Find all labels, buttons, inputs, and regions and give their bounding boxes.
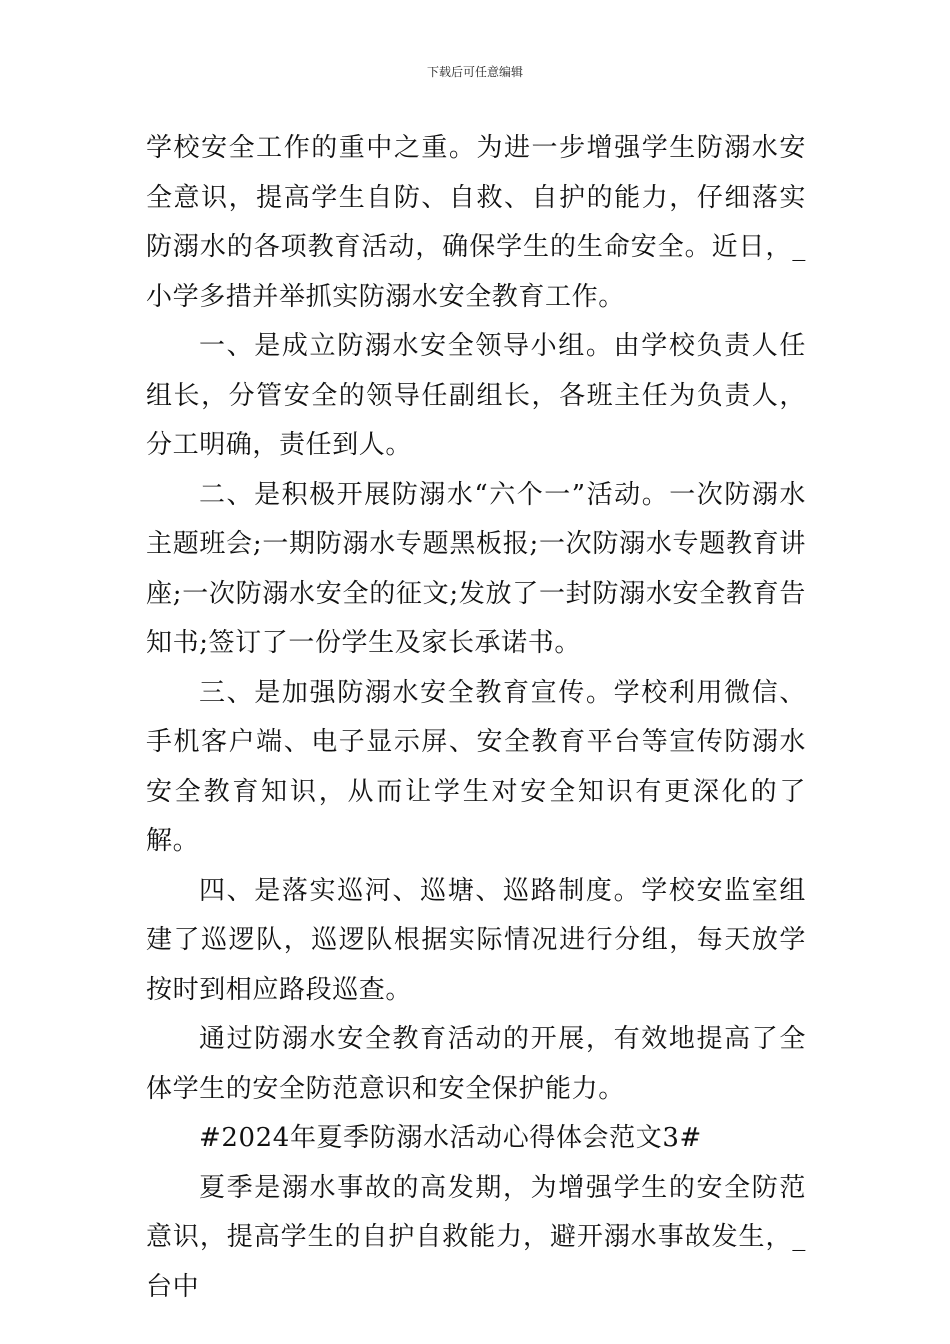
paragraph-next-section: 夏季是溺水事故的高发期，为增强学生的安全防范意识，提高学生的自护自救能力，避开溺水事故发生，_台中 [146, 1172, 806, 1302]
section-title: #2024年夏季防溺水活动心得体会范文3# [199, 1123, 702, 1153]
document-body [146, 124, 806, 1312]
paragraph-point-3: 三、是加强防溺水安全教育宣传。学校利用微信、手机客户端、电子显示屏、安全教育平台等宣传防溺水安全教育知识，从而让学生对安全知识有更深化的了解。 [146, 677, 806, 856]
paragraph-conclusion: 通过防溺水安全教育活动的开展，有效地提高了全体学生的安全防范意识和安全保护能力。 [146, 1024, 806, 1104]
paragraph-point-4: 四、是落实巡河、巡塘、巡路制度。学校安监室组建了巡逻队，巡逻队根据实际情况进行分组，每天放学按时到相应路段巡查。 [146, 875, 806, 1005]
paragraph-point-1: 一、是成立防溺水安全领导小组。由学校负责人任组长，分管安全的领导任副组长，各班主任为负责人，分工明确，责任到人。 [146, 331, 806, 460]
page-header: 下载后可任意编辑 [426, 65, 523, 79]
paragraph-intro: 学校安全工作的重中之重。为进一步增强学生防溺水安全意识，提高学生自防、自救、自护的能力，仔细落实防溺水的各项教育活动，确保学生的生命安全。近日，_小学多措并举抓实防溺水安全教育工作。 [146, 133, 806, 312]
paragraph-point-2: 二、是积极开展防溺水“六个一”活动。一次防溺水主题班会;一期防溺水专题黑板报;一次防溺水专题教育讲座;一次防溺水安全的征文;发放了一封防溺水安全教育告知书;签订了一份学生及家长承诺书。 [146, 479, 806, 658]
